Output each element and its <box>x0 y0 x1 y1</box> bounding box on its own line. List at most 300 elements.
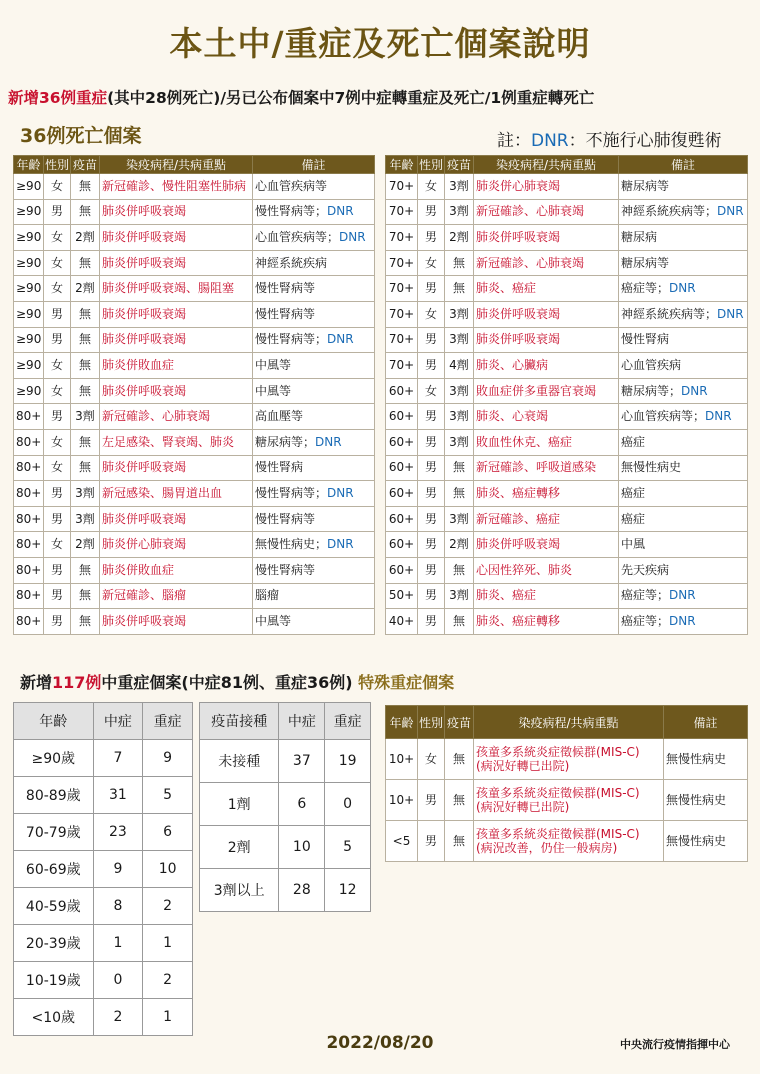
course-cell: 肺炎、癌症 <box>474 583 619 609</box>
severe-title-text: 中重症個案(中症81例、重症36例) <box>101 673 353 692</box>
age-cell: 80+ <box>14 532 44 558</box>
vaccine-cell: 3劑 <box>445 506 474 532</box>
vaccine-cell: 4劑 <box>445 353 474 379</box>
vaccine-dose-cell: 未接種 <box>200 740 279 783</box>
course-cell: 左足感染、腎衰竭、肺炎 <box>100 429 253 455</box>
sex-cell: 女 <box>44 532 71 558</box>
moderate-count-cell: 7 <box>93 740 143 777</box>
course-cell: 肺炎、癌症 <box>474 276 619 302</box>
header-age: 年齡 <box>386 156 418 174</box>
course-cell <box>474 739 664 780</box>
course-cell: 肺炎併呼吸衰竭 <box>474 301 619 327</box>
age-group-cell: 10-19歲 <box>14 962 94 999</box>
vaccine-cell: 無 <box>71 174 100 200</box>
death-row <box>14 506 375 532</box>
age-cell: 10+ <box>386 739 418 780</box>
course-cell: 新冠確診、心肺衰竭 <box>474 199 619 225</box>
course-cell: 肺炎併呼吸衰竭 <box>100 327 253 353</box>
sex-cell: 男 <box>418 225 445 251</box>
note-cell <box>619 583 748 609</box>
course-cell: 肺炎併呼吸衰竭 <box>100 250 253 276</box>
vaccine-cell: 無 <box>445 276 474 302</box>
vaccine-cell: 3劑 <box>445 327 474 353</box>
course-cell: 肺炎併呼吸衰竭 <box>474 327 619 353</box>
note-cell <box>619 506 748 532</box>
mis-c-row <box>386 821 748 862</box>
note-cell <box>253 174 375 200</box>
moderate-count-cell: 0 <box>93 962 143 999</box>
note-cell <box>619 557 748 583</box>
sex-cell: 女 <box>418 378 445 404</box>
age-cell: ≥90 <box>14 276 44 302</box>
note-text: 糖尿病 <box>621 229 658 244</box>
note-cell <box>619 250 748 276</box>
course-cell: 肺炎併敗血症 <box>100 353 253 379</box>
note-text: 癌症 <box>621 511 646 526</box>
age-cell: 70+ <box>386 276 418 302</box>
sex-cell: 男 <box>44 609 71 635</box>
age-cell: 10+ <box>386 780 418 821</box>
sex-cell: 男 <box>418 506 445 532</box>
vaccine-dose-cell: 2劑 <box>200 826 279 869</box>
vaccine-cell: 3劑 <box>445 174 474 200</box>
note-cell <box>253 199 375 225</box>
dnr-tag: DNR <box>705 409 732 424</box>
dnr-note <box>497 126 722 151</box>
course-status: (病況好轉已出院) <box>476 800 570 814</box>
death-row <box>14 429 375 455</box>
note-cell: 無慢性病史 <box>664 780 748 821</box>
moderate-count-cell: 37 <box>279 740 325 783</box>
moderate-count-cell: 6 <box>279 783 325 826</box>
death-row <box>14 276 375 302</box>
vaccine-cell: 3劑 <box>445 378 474 404</box>
sex-cell: 男 <box>418 821 445 862</box>
age-group-cell: ≥90歲 <box>14 740 94 777</box>
dnr-tag: DNR <box>339 229 366 244</box>
course-cell: 新冠確診、心肺衰竭 <box>474 250 619 276</box>
death-row <box>386 225 748 251</box>
severe-count-cell: 5 <box>325 826 371 869</box>
course-cell: 肺炎併呼吸衰竭 <box>100 506 253 532</box>
vaccine-cell: 無 <box>445 455 474 481</box>
course-cell: 敗血症併多重器官衰竭 <box>474 378 619 404</box>
sex-cell: 男 <box>44 481 71 507</box>
vaccine-cell: 無 <box>71 557 100 583</box>
header-sex: 性別 <box>418 706 445 739</box>
age-row <box>14 740 193 777</box>
course-cell: 肺炎、心衰竭 <box>474 404 619 430</box>
age-cell: ≥90 <box>14 225 44 251</box>
course-cell: 新冠確診、腦瘤 <box>100 583 253 609</box>
age-cell: <5 <box>386 821 418 862</box>
severe-count-cell: 2 <box>143 962 193 999</box>
death-row <box>386 557 748 583</box>
course-cell: 肺炎、癌症轉移 <box>474 609 619 635</box>
sex-cell: 男 <box>418 455 445 481</box>
vaccine-cell: 無 <box>71 301 100 327</box>
vaccine-row <box>200 740 371 783</box>
severe-count-cell: 5 <box>143 777 193 814</box>
age-group-cell: 20-39歲 <box>14 925 94 962</box>
age-row <box>14 999 193 1036</box>
severe-count-cell: 1 <box>143 925 193 962</box>
sex-cell: 女 <box>418 739 445 780</box>
dnr-tag: DNR <box>669 281 696 296</box>
death-row <box>386 327 748 353</box>
vaccine-cell: 無 <box>71 455 100 481</box>
age-cell: 70+ <box>386 174 418 200</box>
note-cell <box>619 378 748 404</box>
age-cell: 60+ <box>386 532 418 558</box>
severe-count-cell: 2 <box>143 888 193 925</box>
vaccine-cell: 2劑 <box>71 225 100 251</box>
header-severe: 重症 <box>325 703 371 740</box>
death-row <box>386 455 748 481</box>
sex-cell: 男 <box>418 353 445 379</box>
course-cell: 新冠確診、心肺衰竭 <box>100 404 253 430</box>
age-cell: ≥90 <box>14 378 44 404</box>
course-cell: 肺炎併呼吸衰竭 <box>474 225 619 251</box>
death-row <box>14 225 375 251</box>
note-text: 癌症等； <box>621 613 670 628</box>
moderate-count-cell: 28 <box>279 869 325 912</box>
note-text: 心血管疾病等； <box>621 409 706 424</box>
sex-cell: 女 <box>418 301 445 327</box>
course-cell: 肺炎併呼吸衰竭 <box>100 225 253 251</box>
sex-cell: 男 <box>418 276 445 302</box>
vaccine-cell: 2劑 <box>445 532 474 558</box>
vaccine-row <box>200 869 371 912</box>
moderate-count-cell: 1 <box>93 925 143 962</box>
note-cell <box>619 327 748 353</box>
sex-cell: 女 <box>44 378 71 404</box>
age-cell: 80+ <box>14 429 44 455</box>
vaccine-cell: 無 <box>71 609 100 635</box>
death-row <box>386 429 748 455</box>
dnr-tag: DNR <box>717 204 744 219</box>
dnr-tag: DNR <box>681 383 708 398</box>
vaccine-cell: 3劑 <box>71 506 100 532</box>
dnr-tag: DNR <box>327 485 354 500</box>
course-line: 孩童多系統炎症徵候群(MIS-C) <box>476 786 640 800</box>
note-text: 神經系統疾病等； <box>621 204 718 219</box>
vaccine-cell: 2劑 <box>445 225 474 251</box>
severe-title-prefix: 新增 <box>20 673 53 692</box>
note-text: 神經系統疾病 <box>255 255 328 270</box>
report-date: 2022/08/20 <box>326 1033 434 1053</box>
mis-c-table <box>385 705 748 862</box>
note-text: 無慢性病史； <box>255 537 328 552</box>
sex-cell: 男 <box>418 327 445 353</box>
death-row <box>14 301 375 327</box>
sex-cell: 男 <box>418 609 445 635</box>
note-cell <box>253 301 375 327</box>
age-row <box>14 962 193 999</box>
death-row <box>386 609 748 635</box>
special-severe-title: 特殊重症個案 <box>358 673 455 692</box>
death-row <box>386 174 748 200</box>
sex-cell: 男 <box>44 506 71 532</box>
course-line: 孩童多系統炎症徵候群(MIS-C) <box>476 827 640 841</box>
death-row <box>14 583 375 609</box>
moderate-count-cell: 2 <box>93 999 143 1036</box>
note-cell <box>619 174 748 200</box>
note-text: 糖尿病等； <box>621 383 682 398</box>
note-cell <box>253 225 375 251</box>
vaccine-cell: 無 <box>71 199 100 225</box>
note-text: 糖尿病等 <box>621 178 670 193</box>
header-moderate: 中症 <box>279 703 325 740</box>
vaccine-cell: 3劑 <box>71 404 100 430</box>
sex-cell: 男 <box>44 404 71 430</box>
death-row <box>14 250 375 276</box>
vaccine-cell: 無 <box>445 739 474 780</box>
note-cell <box>253 378 375 404</box>
page-title: 本土中/重症及死亡個案說明 <box>169 24 591 63</box>
death-table-right <box>385 155 748 635</box>
course-cell: 肺炎併呼吸衰竭 <box>474 532 619 558</box>
vaccine-cell: 3劑 <box>445 199 474 225</box>
age-cell: 80+ <box>14 506 44 532</box>
sex-cell: 女 <box>44 250 71 276</box>
note-text: 慢性腎病等； <box>255 204 328 219</box>
death-table-header <box>386 156 748 174</box>
mis-c-row <box>386 739 748 780</box>
course-cell: 肺炎併敗血症 <box>100 557 253 583</box>
course-cell: 新冠確診、癌症 <box>474 506 619 532</box>
death-row <box>14 455 375 481</box>
death-row <box>14 199 375 225</box>
vaccine-cell: 3劑 <box>445 301 474 327</box>
note-cell <box>619 532 748 558</box>
note-cell: 無慢性病史 <box>664 739 748 780</box>
death-row <box>14 557 375 583</box>
note-cell: 無慢性病史 <box>664 821 748 862</box>
sex-cell: 男 <box>418 780 445 821</box>
age-group-cell: 80-89歲 <box>14 777 94 814</box>
note-text: 慢性腎病等 <box>255 281 316 296</box>
severe-count-cell: 19 <box>325 740 371 783</box>
sex-cell: 女 <box>44 353 71 379</box>
note-text: 神經系統疾病等； <box>621 306 718 321</box>
course-cell: 敗血性休克、癌症 <box>474 429 619 455</box>
age-cell: 40+ <box>386 609 418 635</box>
vaccine-dose-cell: 1劑 <box>200 783 279 826</box>
mis-c-row <box>386 780 748 821</box>
age-cell: ≥90 <box>14 301 44 327</box>
sex-cell: 男 <box>418 532 445 558</box>
vaccine-cell: 3劑 <box>71 481 100 507</box>
note-cell <box>253 583 375 609</box>
age-cell: ≥90 <box>14 174 44 200</box>
vaccine-cell: 3劑 <box>445 429 474 455</box>
death-row <box>14 174 375 200</box>
note-text: 慢性腎病等 <box>255 511 316 526</box>
note-text: 中風 <box>621 537 646 552</box>
vaccine-cell: 無 <box>445 557 474 583</box>
sex-cell: 男 <box>418 557 445 583</box>
age-row <box>14 851 193 888</box>
vaccine-cell: 無 <box>445 250 474 276</box>
death-row <box>14 378 375 404</box>
note-text: 腦瘤 <box>255 588 280 603</box>
severe-count-cell: 6 <box>143 814 193 851</box>
vaccine-cell: 無 <box>445 821 474 862</box>
course-cell: 新冠確診、慢性阻塞性肺病 <box>100 174 253 200</box>
sex-cell: 男 <box>418 429 445 455</box>
age-cell: 60+ <box>386 455 418 481</box>
course-cell <box>474 821 664 862</box>
header-vaccine: 疫苗 <box>445 156 474 174</box>
age-cell: 60+ <box>386 557 418 583</box>
course-cell: 肺炎併呼吸衰竭 <box>100 378 253 404</box>
age-cell: 70+ <box>386 353 418 379</box>
vaccine-dose-cell: 3劑以上 <box>200 869 279 912</box>
age-cell: ≥90 <box>14 353 44 379</box>
sex-cell: 男 <box>44 301 71 327</box>
moderate-count-cell: 10 <box>279 826 325 869</box>
death-row <box>386 199 748 225</box>
dnr-tag: DNR <box>327 537 354 552</box>
note-cell <box>253 250 375 276</box>
header-age: 年齡 <box>14 156 44 174</box>
sex-cell: 男 <box>44 557 71 583</box>
note-text: 無慢性病史 <box>621 460 682 475</box>
dnr-tag: DNR <box>315 434 342 449</box>
note-cell <box>619 404 748 430</box>
dnr-tag: DNR <box>717 306 744 321</box>
note-text: 糖尿病等 <box>621 255 670 270</box>
age-cell: 80+ <box>14 455 44 481</box>
vaccine-cell: 3劑 <box>445 404 474 430</box>
vaccine-cell: 無 <box>71 250 100 276</box>
death-row <box>386 532 748 558</box>
death-row <box>14 353 375 379</box>
note-cell <box>619 429 748 455</box>
death-row <box>14 481 375 507</box>
header-course: 染疫病程/共病重點 <box>100 156 253 174</box>
age-cell: ≥90 <box>14 199 44 225</box>
sex-cell: 男 <box>44 583 71 609</box>
severe-count-cell: 10 <box>143 851 193 888</box>
death-row <box>14 404 375 430</box>
note-cell <box>619 455 748 481</box>
age-row <box>14 814 193 851</box>
note-cell <box>619 225 748 251</box>
note-text: 慢性腎病等； <box>255 485 328 500</box>
subtitle-text: (其中28例死亡)/另已公布個案中7例中症轉重症及死亡/1例重症轉死亡 <box>107 89 595 107</box>
dnr-tag: DNR <box>669 613 696 628</box>
note-cell <box>253 404 375 430</box>
header-severe: 重症 <box>143 703 193 740</box>
note-cell <box>619 609 748 635</box>
note-text: 先天疾病 <box>621 562 670 577</box>
severe-title-count: 117例 <box>52 673 102 692</box>
age-cell: 50+ <box>386 583 418 609</box>
note-text: 心血管疾病等； <box>255 229 340 244</box>
vaccine-cell: 2劑 <box>71 276 100 302</box>
vaccine-cell: 無 <box>445 609 474 635</box>
vaccine-cell: 無 <box>71 327 100 353</box>
course-cell: 新冠確診、呼吸道感染 <box>474 455 619 481</box>
death-row <box>386 506 748 532</box>
death-row <box>386 481 748 507</box>
note-prefix: 註： <box>497 131 531 151</box>
moderate-count-cell: 8 <box>93 888 143 925</box>
age-cell: 80+ <box>14 583 44 609</box>
vaccine-cell: 無 <box>71 583 100 609</box>
sex-cell: 男 <box>44 327 71 353</box>
note-cell <box>619 276 748 302</box>
death-table-left <box>13 155 375 635</box>
course-status: (病況好轉已出院) <box>476 759 570 773</box>
note-text: ：不施行心肺復甦術 <box>568 131 722 151</box>
header-sex: 性別 <box>44 156 71 174</box>
age-group-cell: 40-59歲 <box>14 888 94 925</box>
death-row <box>14 609 375 635</box>
page-subtitle <box>8 86 760 108</box>
header-age: 年齡 <box>14 703 94 740</box>
note-text: 糖尿病等； <box>255 434 316 449</box>
course-cell: 肺炎併呼吸衰竭 <box>100 199 253 225</box>
vaccine-cell: 3劑 <box>445 583 474 609</box>
vaccine-row <box>200 783 371 826</box>
severe-count-cell: 12 <box>325 869 371 912</box>
note-cell <box>253 532 375 558</box>
note-cell <box>253 506 375 532</box>
header-note: 備註 <box>664 706 748 739</box>
sex-cell: 男 <box>418 404 445 430</box>
age-cell: 80+ <box>14 609 44 635</box>
sex-cell: 女 <box>44 429 71 455</box>
age-group-cell: 60-69歲 <box>14 851 94 888</box>
header-course: 染疫病程/共病重點 <box>474 156 619 174</box>
note-text: 中風等 <box>255 383 292 398</box>
sex-cell: 男 <box>418 199 445 225</box>
note-cell <box>253 327 375 353</box>
death-row <box>386 583 748 609</box>
age-cell: 80+ <box>14 404 44 430</box>
note-cell <box>253 609 375 635</box>
note-text: 心血管疾病等 <box>255 178 328 193</box>
note-cell <box>253 353 375 379</box>
header-vaccination: 疫苗接種 <box>200 703 279 740</box>
severe-count-cell: 1 <box>143 999 193 1036</box>
sex-cell: 女 <box>44 455 71 481</box>
severe-count-cell: 0 <box>325 783 371 826</box>
vaccine-severity-table <box>199 702 371 912</box>
dnr-tag: DNR <box>327 332 354 347</box>
death-row <box>386 301 748 327</box>
age-cell: 60+ <box>386 404 418 430</box>
moderate-count-cell: 23 <box>93 814 143 851</box>
age-cell: 60+ <box>386 429 418 455</box>
course-cell: 肺炎併呼吸衰竭、腸阻塞 <box>100 276 253 302</box>
sex-cell: 男 <box>44 199 71 225</box>
dnr-tag: DNR <box>669 588 696 603</box>
age-cell: 70+ <box>386 199 418 225</box>
vaccine-cell: 無 <box>71 429 100 455</box>
sex-cell: 女 <box>418 174 445 200</box>
death-row <box>14 532 375 558</box>
age-cell: ≥90 <box>14 327 44 353</box>
age-cell: 80+ <box>14 557 44 583</box>
moderate-count-cell: 9 <box>93 851 143 888</box>
sex-cell: 男 <box>418 481 445 507</box>
course-cell: 肺炎併呼吸衰竭 <box>100 455 253 481</box>
header-note: 備註 <box>253 156 375 174</box>
